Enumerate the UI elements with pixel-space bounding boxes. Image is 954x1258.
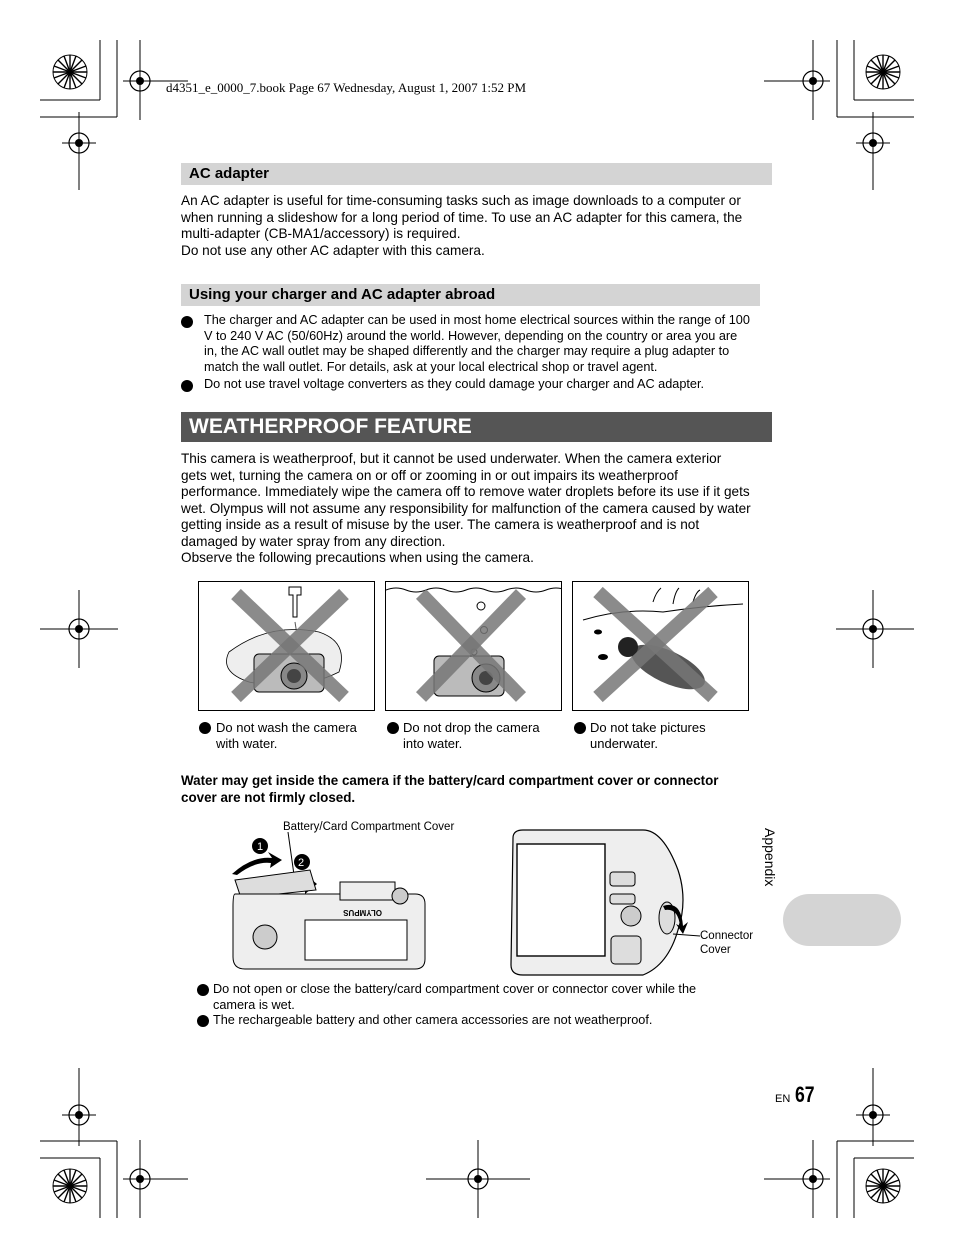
print-header: d4351_e_0000_7.book Page 67 Wednesday, August 1, 2007 1:52 PM bbox=[166, 80, 527, 95]
section-heading-ac-adapter bbox=[181, 163, 772, 185]
bullet-icon bbox=[197, 984, 209, 996]
bullet-text: Do not open or close the battery/card compartment cover or connector cover while the camera is wet. bbox=[213, 982, 697, 1012]
bullet-text: The charger and AC adapter can be used in most home electrical sources within the range of 100 V to 240 V AC (50/60Hz) around the world. However, depending on the country or area you are in, the AC wall outlet may be shaped differently and the charger may require a plug adapter to match the wall outlet. For details, ask at your local electrical shop or travel agent. bbox=[204, 313, 750, 374]
caption-drop: Do not drop the camera into water. bbox=[387, 720, 567, 754]
bullet-icon bbox=[387, 722, 399, 734]
section-heading-abroad bbox=[181, 284, 760, 306]
bullet-text: Do not use travel voltage converters as they could damage your charger and AC adapter. bbox=[204, 377, 705, 391]
heading-text: Using your charger and AC adapter abroad bbox=[189, 286, 496, 303]
label-connector-cover: Connector Cover bbox=[700, 930, 754, 956]
bullet-icon bbox=[199, 722, 211, 734]
caption-underwater: Do not take pictures underwater. bbox=[574, 720, 754, 754]
illustration-wash-camera bbox=[198, 581, 375, 711]
ac-adapter-paragraph bbox=[181, 193, 773, 259]
final-bullets bbox=[197, 982, 797, 1032]
svg-text:OLYMPUS: OLYMPUS bbox=[343, 908, 382, 917]
bullet-icon bbox=[181, 380, 193, 392]
language-code: EN bbox=[775, 1093, 791, 1105]
weatherproof-paragraph: This camera is weatherproof, but it cannot be used underwater. When the camera exterior gets wet, turning the camera on or off or zooming in or out impairs its weatherproof performance. Immediately wipe the camera off to remove water droplets before its use if it gets wet. Olympus will not assume any responsibility for malfunction of the camera caused by water getting inside as a result of misuse by the user. The camera is weatherproof and is not damaged by water spray from any direction. Observe the following precautions when using the camera. bbox=[181, 451, 751, 565]
text-line: Do not use any other AC adapter with this camera. bbox=[181, 242, 485, 258]
caption-wash: Do not wash the camera with water. bbox=[199, 720, 379, 754]
bullet-icon bbox=[574, 722, 586, 734]
bullet-icon bbox=[197, 1015, 209, 1027]
text-line: An AC adapter is useful for time-consuming tasks such as image downloads to a computer or bbox=[181, 193, 741, 208]
side-tab-appendix: Appendix bbox=[762, 828, 778, 887]
svg-text:2: 2 bbox=[298, 857, 305, 869]
illustration-underwater-camera bbox=[572, 581, 749, 711]
page-number bbox=[775, 1082, 819, 1108]
chapter-tab-marker bbox=[783, 894, 901, 946]
label-battery-cover: Battery/Card Compartment Cover bbox=[283, 821, 455, 833]
diagram-battery-cover bbox=[220, 832, 460, 977]
abroad-bullets bbox=[181, 313, 781, 403]
heading-text: AC adapter bbox=[189, 165, 270, 182]
bullet-icon bbox=[181, 316, 193, 328]
bullet-text: The rechargeable battery and other camera accessories are not weatherproof. bbox=[213, 1013, 653, 1027]
illustration-drop-camera bbox=[385, 581, 562, 711]
svg-text:1: 1 bbox=[257, 841, 264, 853]
heading-text: WEATHERPROOF FEATURE bbox=[189, 415, 472, 438]
text-line: multi-adapter (CB-MA1/accessory) is required. bbox=[181, 226, 461, 241]
warning-note: Water may get inside the camera if the battery/card compartment cover or connector cover are not firmly closed. bbox=[181, 773, 719, 805]
section-heading-weatherproof bbox=[181, 412, 772, 442]
page-number-value: 67 bbox=[794, 1082, 815, 1107]
diagram-connector-cover bbox=[505, 828, 705, 978]
text-line: when running a slideshow for a long period of time. To use an AC adapter for this camera, the bbox=[181, 209, 743, 225]
